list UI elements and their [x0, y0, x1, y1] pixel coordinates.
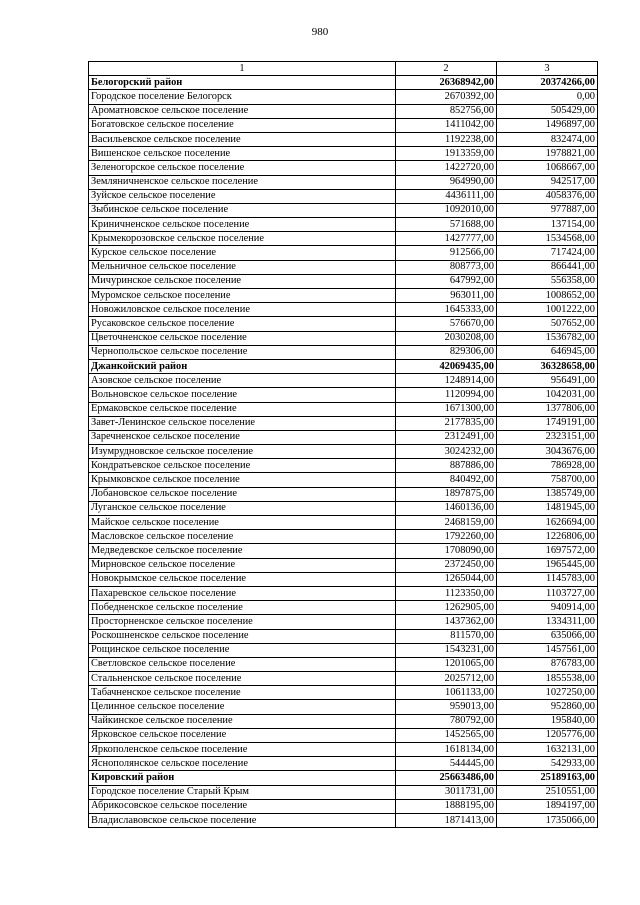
amount-col3-cell: 1626694,00	[497, 516, 598, 530]
settlement-name-cell: Изумрудновское сельское поселение	[89, 445, 396, 459]
amount-col2-cell: 963011,00	[396, 289, 497, 303]
amount-col2-cell: 1645333,00	[396, 303, 497, 317]
amount-col2-cell: 2670392,00	[396, 90, 497, 104]
settlement-name-cell: Городское поселение Белогорск	[89, 90, 396, 104]
amount-col2-cell: 959013,00	[396, 700, 497, 714]
amount-col3-cell: 0,00	[497, 90, 598, 104]
amount-col3-cell: 2323151,00	[497, 430, 598, 444]
amount-col2-cell: 1427777,00	[396, 232, 497, 246]
table-row	[89, 558, 598, 572]
amount-col2-cell: 1671300,00	[396, 402, 497, 416]
amount-col3-cell: 20374266,00	[497, 76, 598, 90]
settlement-name-cell: Абрикосовское сельское поселение	[89, 799, 396, 813]
amount-col3-cell: 1534568,00	[497, 232, 598, 246]
amount-col2-cell: 1913359,00	[396, 147, 497, 161]
amount-col2-cell: 811570,00	[396, 629, 497, 643]
amount-col2-cell: 1192238,00	[396, 132, 497, 146]
amount-col3-cell: 3043676,00	[497, 445, 598, 459]
settlement-name-cell: Крымекорозовское сельское поселение	[89, 232, 396, 246]
table-row	[89, 445, 598, 459]
district-total-row	[89, 771, 598, 785]
table-row	[89, 161, 598, 175]
amount-col2-cell: 840492,00	[396, 473, 497, 487]
district-total-row	[89, 76, 598, 90]
table-row	[89, 473, 598, 487]
amount-col3-cell: 876783,00	[497, 657, 598, 671]
amount-col3-cell: 646945,00	[497, 345, 598, 359]
table-row	[89, 586, 598, 600]
table-row	[89, 757, 598, 771]
table-row	[89, 260, 598, 274]
table-row	[89, 459, 598, 473]
settlement-name-cell: Масловское сельское поселение	[89, 530, 396, 544]
amount-col3-cell: 1145783,00	[497, 572, 598, 586]
settlement-name-cell: Табачненское сельское поселение	[89, 686, 396, 700]
table-row	[89, 175, 598, 189]
settlement-name-cell: Белогорский район	[89, 76, 396, 90]
amount-col3-cell: 1536782,00	[497, 331, 598, 345]
amount-col2-cell: 1460136,00	[396, 501, 497, 515]
settlement-name-cell: Рощинское сельское поселение	[89, 643, 396, 657]
settlement-name-cell: Мельничное сельское поселение	[89, 260, 396, 274]
amount-col3-cell: 1632131,00	[497, 743, 598, 757]
amount-col2-cell: 1871413,00	[396, 813, 497, 827]
amount-col3-cell: 952860,00	[497, 700, 598, 714]
amount-col2-cell: 3011731,00	[396, 785, 497, 799]
table-row	[89, 615, 598, 629]
table-row	[89, 657, 598, 671]
amount-col2-cell: 1422720,00	[396, 161, 497, 175]
settlement-name-cell: Городское поселение Старый Крым	[89, 785, 396, 799]
page-number: 980	[311, 26, 329, 38]
settlement-name-cell: Майское сельское поселение	[89, 516, 396, 530]
table-row	[89, 714, 598, 728]
settlement-name-cell: Яснополянское сельское поселение	[89, 757, 396, 771]
amount-col2-cell: 2312491,00	[396, 430, 497, 444]
table-row	[89, 303, 598, 317]
amount-col3-cell: 1008652,00	[497, 289, 598, 303]
amount-col3-cell: 758700,00	[497, 473, 598, 487]
amount-col2-cell: 1897875,00	[396, 487, 497, 501]
amount-col2-cell: 829306,00	[396, 345, 497, 359]
settlement-name-cell: Новожиловское сельское поселение	[89, 303, 396, 317]
table-body	[89, 76, 598, 828]
amount-col2-cell: 1888195,00	[396, 799, 497, 813]
settlement-name-cell: Крымковское сельское поселение	[89, 473, 396, 487]
settlement-name-cell: Яркополенское сельское поселение	[89, 743, 396, 757]
table-row	[89, 416, 598, 430]
amount-col3-cell: 956491,00	[497, 374, 598, 388]
district-total-row	[89, 359, 598, 373]
amount-col2-cell: 964990,00	[396, 175, 497, 189]
settlement-name-cell: Владиславовское сельское поселение	[89, 813, 396, 827]
amount-col3-cell: 1978821,00	[497, 147, 598, 161]
amount-col3-cell: 2510551,00	[497, 785, 598, 799]
settlement-name-cell: Светловское сельское поселение	[89, 657, 396, 671]
table-row	[89, 289, 598, 303]
table-row	[89, 132, 598, 146]
settlement-name-cell: Зуйское сельское поселение	[89, 189, 396, 203]
amount-col2-cell: 576670,00	[396, 317, 497, 331]
amount-col2-cell: 1262905,00	[396, 601, 497, 615]
amount-col3-cell: 36328658,00	[497, 359, 598, 373]
amount-col3-cell: 1205776,00	[497, 728, 598, 742]
table-row	[89, 629, 598, 643]
amount-col2-cell: 780792,00	[396, 714, 497, 728]
amount-col2-cell: 25663486,00	[396, 771, 497, 785]
amount-col3-cell: 1894197,00	[497, 799, 598, 813]
table-row	[89, 189, 598, 203]
amount-col2-cell: 1452565,00	[396, 728, 497, 742]
amount-col3-cell: 1855538,00	[497, 672, 598, 686]
amount-col2-cell: 1123350,00	[396, 586, 497, 600]
amount-col2-cell: 3024232,00	[396, 445, 497, 459]
settlement-name-cell: Криничненское сельское поселение	[89, 218, 396, 232]
table-row	[89, 345, 598, 359]
settlement-name-cell: Джанкойский район	[89, 359, 396, 373]
settlement-name-cell: Целинное сельское поселение	[89, 700, 396, 714]
settlement-name-cell: Ароматновское сельское поселение	[89, 104, 396, 118]
amount-col3-cell: 1042031,00	[497, 388, 598, 402]
amount-col3-cell: 977887,00	[497, 203, 598, 217]
table-row	[89, 90, 598, 104]
table-row	[89, 728, 598, 742]
amount-col3-cell: 4058376,00	[497, 189, 598, 203]
amount-col2-cell: 1437362,00	[396, 615, 497, 629]
amount-col2-cell: 1543231,00	[396, 643, 497, 657]
column-header-3: 3	[497, 62, 598, 76]
column-header-1: 1	[89, 62, 396, 76]
settlement-name-cell: Богатовское сельское поселение	[89, 118, 396, 132]
table-row	[89, 203, 598, 217]
table-row	[89, 785, 598, 799]
amount-col2-cell: 1411042,00	[396, 118, 497, 132]
table-row	[89, 686, 598, 700]
amount-col3-cell: 832474,00	[497, 132, 598, 146]
table-row	[89, 601, 598, 615]
table-row	[89, 402, 598, 416]
amount-col2-cell: 912566,00	[396, 246, 497, 260]
settlement-name-cell: Медведевское сельское поселение	[89, 544, 396, 558]
settlement-name-cell: Цветочненское сельское поселение	[89, 331, 396, 345]
amount-col3-cell: 786928,00	[497, 459, 598, 473]
amount-col3-cell: 1965445,00	[497, 558, 598, 572]
settlement-name-cell: Чернопольское сельское поселение	[89, 345, 396, 359]
amount-col2-cell: 2177835,00	[396, 416, 497, 430]
settlement-name-cell: Вольновское сельское поселение	[89, 388, 396, 402]
settlement-name-cell: Заречненское сельское поселение	[89, 430, 396, 444]
settlement-name-cell: Ермаковское сельское поселение	[89, 402, 396, 416]
table-row	[89, 388, 598, 402]
table-row	[89, 672, 598, 686]
amount-col2-cell: 1248914,00	[396, 374, 497, 388]
table-row	[89, 430, 598, 444]
amount-col2-cell: 2025712,00	[396, 672, 497, 686]
budget-table	[88, 61, 598, 828]
amount-col2-cell: 42069435,00	[396, 359, 497, 373]
amount-col2-cell: 26368942,00	[396, 76, 497, 90]
amount-col2-cell: 1618134,00	[396, 743, 497, 757]
settlement-name-cell: Завет-Ленинское сельское поселение	[89, 416, 396, 430]
table-row	[89, 374, 598, 388]
amount-col3-cell: 556358,00	[497, 274, 598, 288]
table-row	[89, 147, 598, 161]
settlement-name-cell: Кондратьевское сельское поселение	[89, 459, 396, 473]
settlement-name-cell: Вишенское сельское поселение	[89, 147, 396, 161]
settlement-name-cell: Новокрымское сельское поселение	[89, 572, 396, 586]
amount-col3-cell: 1749191,00	[497, 416, 598, 430]
settlement-name-cell: Кировский район	[89, 771, 396, 785]
settlement-name-cell: Зыбинское сельское поселение	[89, 203, 396, 217]
settlement-name-cell: Азовское сельское поселение	[89, 374, 396, 388]
table-row	[89, 530, 598, 544]
table-row	[89, 274, 598, 288]
amount-col2-cell: 571688,00	[396, 218, 497, 232]
table-row	[89, 104, 598, 118]
table-row	[89, 572, 598, 586]
table-row	[89, 643, 598, 657]
settlement-name-cell: Мичуринское сельское поселение	[89, 274, 396, 288]
settlement-name-cell: Пахаревское сельское поселение	[89, 586, 396, 600]
table-row	[89, 331, 598, 345]
amount-col2-cell: 2372450,00	[396, 558, 497, 572]
settlement-name-cell: Стальненское сельское поселение	[89, 672, 396, 686]
column-header-2: 2	[396, 62, 497, 76]
amount-col3-cell: 1735066,00	[497, 813, 598, 827]
table-row	[89, 118, 598, 132]
settlement-name-cell: Ярковское сельское поселение	[89, 728, 396, 742]
amount-col2-cell: 1265044,00	[396, 572, 497, 586]
amount-col3-cell: 1001222,00	[497, 303, 598, 317]
amount-col2-cell: 1708090,00	[396, 544, 497, 558]
amount-col3-cell: 1385749,00	[497, 487, 598, 501]
settlement-name-cell: Муромское сельское поселение	[89, 289, 396, 303]
amount-col2-cell: 808773,00	[396, 260, 497, 274]
table-row	[89, 246, 598, 260]
settlement-name-cell: Роскошненское сельское поселение	[89, 629, 396, 643]
amount-col2-cell: 2468159,00	[396, 516, 497, 530]
amount-col3-cell: 137154,00	[497, 218, 598, 232]
amount-col3-cell: 940914,00	[497, 601, 598, 615]
table-row	[89, 799, 598, 813]
table-row	[89, 813, 598, 827]
table-row	[89, 487, 598, 501]
amount-col3-cell: 195840,00	[497, 714, 598, 728]
amount-col3-cell: 1377806,00	[497, 402, 598, 416]
settlement-name-cell: Луганское сельское поселение	[89, 501, 396, 515]
amount-col3-cell: 1068667,00	[497, 161, 598, 175]
amount-col2-cell: 1092010,00	[396, 203, 497, 217]
amount-col3-cell: 866441,00	[497, 260, 598, 274]
table-row	[89, 317, 598, 331]
amount-col2-cell: 2030208,00	[396, 331, 497, 345]
amount-col2-cell: 1792260,00	[396, 530, 497, 544]
amount-col3-cell: 1496897,00	[497, 118, 598, 132]
table-row	[89, 218, 598, 232]
amount-col3-cell: 1226806,00	[497, 530, 598, 544]
amount-col2-cell: 544445,00	[396, 757, 497, 771]
amount-col3-cell: 1481945,00	[497, 501, 598, 515]
amount-col3-cell: 717424,00	[497, 246, 598, 260]
settlement-name-cell: Мирновское сельское поселение	[89, 558, 396, 572]
amount-col2-cell: 1061133,00	[396, 686, 497, 700]
settlement-name-cell: Земляничненское сельское поселение	[89, 175, 396, 189]
amount-col2-cell: 1120994,00	[396, 388, 497, 402]
amount-col3-cell: 1697572,00	[497, 544, 598, 558]
amount-col3-cell: 505429,00	[497, 104, 598, 118]
amount-col3-cell: 1103727,00	[497, 586, 598, 600]
settlement-name-cell: Зеленогорское сельское поселение	[89, 161, 396, 175]
table-header-row	[89, 62, 598, 76]
amount-col2-cell: 887886,00	[396, 459, 497, 473]
amount-col3-cell: 507652,00	[497, 317, 598, 331]
settlement-name-cell: Курское сельское поселение	[89, 246, 396, 260]
amount-col2-cell: 852756,00	[396, 104, 497, 118]
settlement-name-cell: Лобановское сельское поселение	[89, 487, 396, 501]
table-row	[89, 700, 598, 714]
amount-col2-cell: 647992,00	[396, 274, 497, 288]
amount-col3-cell: 1334311,00	[497, 615, 598, 629]
table-row	[89, 501, 598, 515]
settlement-name-cell: Русаковское сельское поселение	[89, 317, 396, 331]
settlement-name-cell: Просторненское сельское поселение	[89, 615, 396, 629]
amount-col3-cell: 635066,00	[497, 629, 598, 643]
settlement-name-cell: Васильевское сельское поселение	[89, 132, 396, 146]
table-row	[89, 516, 598, 530]
settlement-name-cell: Чайкинское сельское поселение	[89, 714, 396, 728]
settlement-name-cell: Победненское сельское поселение	[89, 601, 396, 615]
table-row	[89, 544, 598, 558]
amount-col3-cell: 1027250,00	[497, 686, 598, 700]
amount-col2-cell: 4436111,00	[396, 189, 497, 203]
amount-col3-cell: 25189163,00	[497, 771, 598, 785]
table-row	[89, 232, 598, 246]
amount-col3-cell: 542933,00	[497, 757, 598, 771]
amount-col3-cell: 942517,00	[497, 175, 598, 189]
amount-col2-cell: 1201065,00	[396, 657, 497, 671]
amount-col3-cell: 1457561,00	[497, 643, 598, 657]
table-row	[89, 743, 598, 757]
